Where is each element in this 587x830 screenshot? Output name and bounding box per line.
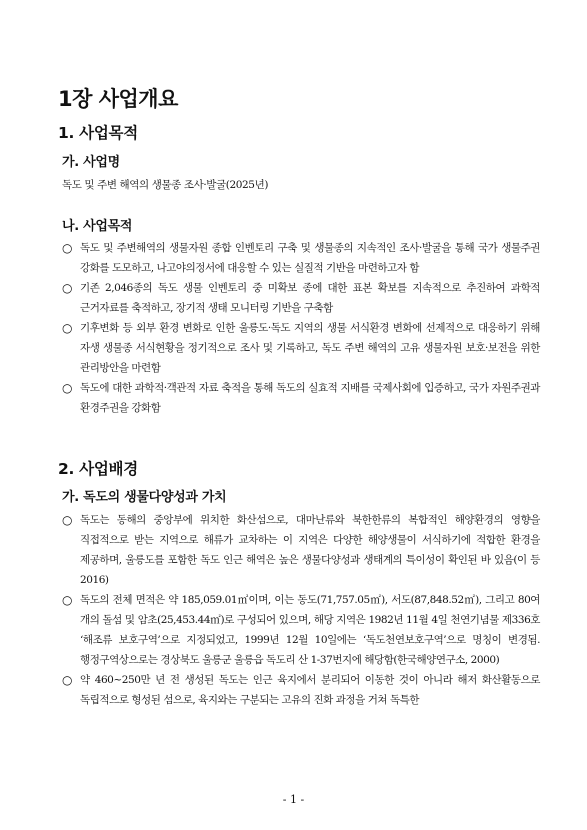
background-bullet-list bbox=[62, 510, 540, 710]
background-bullet-2 bbox=[62, 590, 540, 670]
purpose-bullet-list bbox=[62, 238, 540, 418]
bullet-text: 독도에 대한 과학적·객관적 자료 축적을 통해 독도의 실효적 지배를 국제사회에 입증하고, 국가 자원주권과 환경주권을 강화함 bbox=[80, 382, 540, 414]
background-bullet-3 bbox=[62, 670, 540, 710]
section-title-purpose: 1. 사업목적 bbox=[58, 124, 138, 142]
bullet-circle: ○ bbox=[62, 241, 73, 255]
purpose-bullet-1 bbox=[62, 238, 540, 278]
background-bullet-1 bbox=[62, 510, 540, 590]
bullet-circle: ○ bbox=[62, 321, 73, 335]
bullet-circle: ○ bbox=[62, 281, 73, 295]
bullet-text: 약 460~250만 년 전 생성된 독도는 인근 육지에서 분리되어 이동한 것이 아니라 해저 화산활동으로 독립적으로 형성된 섬으로, 육지와는 구분되는 고유의 진화 과정을 거쳐 독특한 bbox=[80, 674, 540, 706]
purpose-bullet-2 bbox=[62, 278, 540, 318]
subsection-title-project-purpose: 나. 사업목적 bbox=[62, 219, 133, 234]
bullet-text: 독도의 전체 면적은 약 185,059.01㎡이며, 이는 동도(71,757.05㎡), 서도(87,848.52㎡), 그리고 80여 개의 돌섬 및 암초(25,453.44㎡)로 구성되어 있으며, 해당 지역은 1982년 11월 4일 천연기념물 제336호 ‘해조류 보호구역’으로 지정되었고, 1999년 12월 10일에는 ‘독도천연보호구역’으로 명칭이 변경됨. 행정구역상으로는 경상북도 울릉군 울릉읍 독도리 산 1-37번지에 해당함(한국해양연구소, 2000) bbox=[80, 594, 540, 666]
bullet-text: 독도는 동해의 중앙부에 위치한 화산섬으로, 대마난류와 북한한류의 복합적인 해양환경의 영향을 직접적으로 받는 지역으로 해류가 교차하는 이 지역은 다양한 해양생물이 서식하기에 적합한 환경을 제공하며, 울릉도를 포함한 독도 인근 해역은 높은 생물다양성과 생태계의 특이성이 확인된 바 있음(이 등 2016) bbox=[80, 514, 540, 586]
section-title-background: 2. 사업배경 bbox=[58, 460, 138, 478]
bullet-circle: ○ bbox=[62, 513, 73, 527]
bullet-circle: ○ bbox=[62, 673, 73, 687]
bullet-text: 기존 2,046종의 독도 생물 인벤토리 중 미확보 종에 대한 표본 확보를 지속적으로 추진하여 과학적 근거자료를 축적하고, 장기적 생태 모니터링 기반을 구축함 bbox=[80, 282, 540, 314]
project-name-text: 독도 및 주변 해역의 생물종 조사·발굴(2025년) bbox=[62, 179, 269, 191]
chapter-title: 1장 사업개요 bbox=[58, 87, 178, 111]
page-number: - 1 - bbox=[282, 793, 305, 806]
purpose-bullet-4 bbox=[62, 378, 540, 418]
subsection-title-project-name: 가. 사업명 bbox=[62, 155, 120, 170]
bullet-text: 기후변화 등 외부 환경 변화로 인한 울릉도·독도 지역의 생물 서식환경 변화에 선제적으로 대응하기 위해 자생 생물종 서식현황을 정기적으로 조사 및 기록하고, 독도 주변 해역의 고유 생물자원 보호·보전을 위한 관리방안을 마련함 bbox=[80, 322, 540, 374]
bullet-circle: ○ bbox=[62, 593, 73, 607]
subsection-title-biodiversity: 가. 독도의 생물다양성과 가치 bbox=[62, 490, 227, 505]
purpose-bullet-3 bbox=[62, 318, 540, 378]
bullet-circle: ○ bbox=[62, 381, 73, 395]
bullet-text: 독도 및 주변해역의 생물자원 종합 인벤토리 구축 및 생물종의 지속적인 조사·발굴을 통해 국가 생물주권 강화를 도모하고, 나고야의정서에 대응할 수 있는 실질적 기반을 마련하고자 함 bbox=[80, 242, 540, 274]
